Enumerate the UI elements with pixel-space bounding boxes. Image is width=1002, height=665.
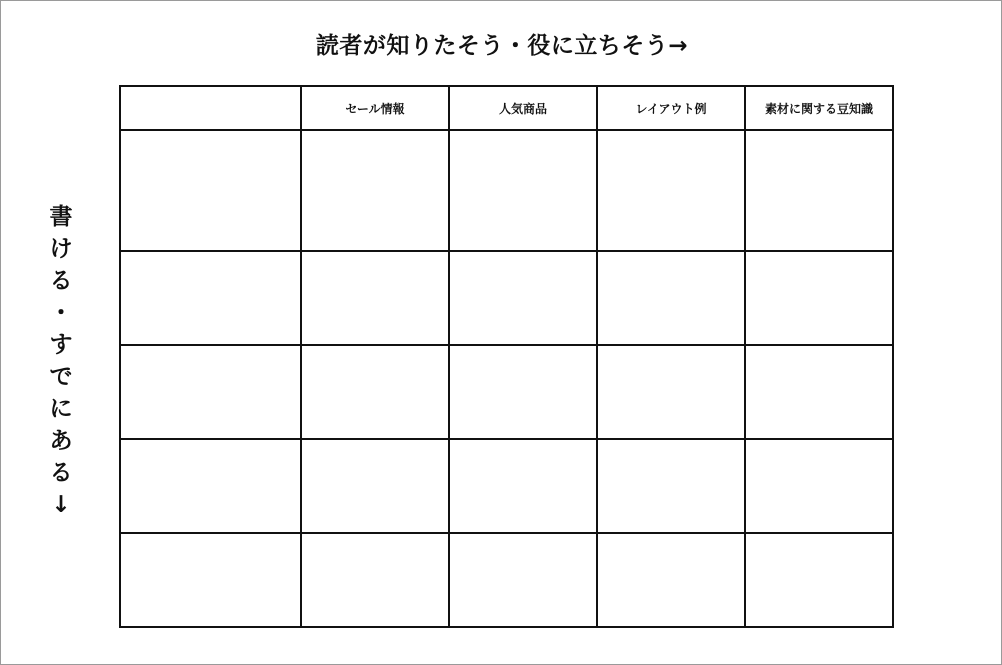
table-row [120,345,893,439]
vertical-label-char: に [49,396,73,422]
table-cell [745,345,893,439]
table-cell [597,533,745,627]
table-cell [745,533,893,627]
table-cell [745,439,893,533]
corner-cell [120,86,301,130]
vertical-label-char: す [49,332,73,358]
table-cell [597,130,745,251]
vertical-axis-label [41,201,81,521]
table-cell [449,130,597,251]
row-label-cell [120,439,301,533]
table-cell [301,251,449,345]
table-cell [597,345,745,439]
table-row [120,533,893,627]
table-cell [449,439,597,533]
table-row [120,130,893,251]
row-label-cell [120,533,301,627]
table-cell [597,251,745,345]
vertical-label-char: る [49,268,73,294]
column-header-material-tips: 素材に関する豆知識 [745,86,893,130]
column-header-popular-products: 人気商品 [449,86,597,130]
vertical-label-char: け [49,236,73,262]
row-label-cell [120,345,301,439]
table-cell [301,130,449,251]
table-cell [301,345,449,439]
vertical-label-char: あ [49,428,73,454]
vertical-label-char: る [49,460,73,486]
vertical-label-char: ↓ [51,492,71,518]
row-label-cell [120,130,301,251]
table-cell [449,345,597,439]
table-row [120,439,893,533]
vertical-label-char: で [49,364,73,390]
row-label-cell [120,251,301,345]
table-row [120,251,893,345]
column-header-layout-examples: レイアウト例 [597,86,745,130]
table-cell [301,533,449,627]
vertical-label-char: 書 [49,204,73,230]
vertical-label-char: ・ [49,300,73,326]
table-cell [449,533,597,627]
table-cell [745,130,893,251]
header-row [120,86,893,130]
table-cell [597,439,745,533]
table-cell [449,251,597,345]
column-header-sale-info: セール情報 [301,86,449,130]
table-cell [745,251,893,345]
matrix-table [119,85,894,628]
table-cell [301,439,449,533]
diagram-title: 読者が知りたそう・役に立ちそう→ [315,33,689,59]
